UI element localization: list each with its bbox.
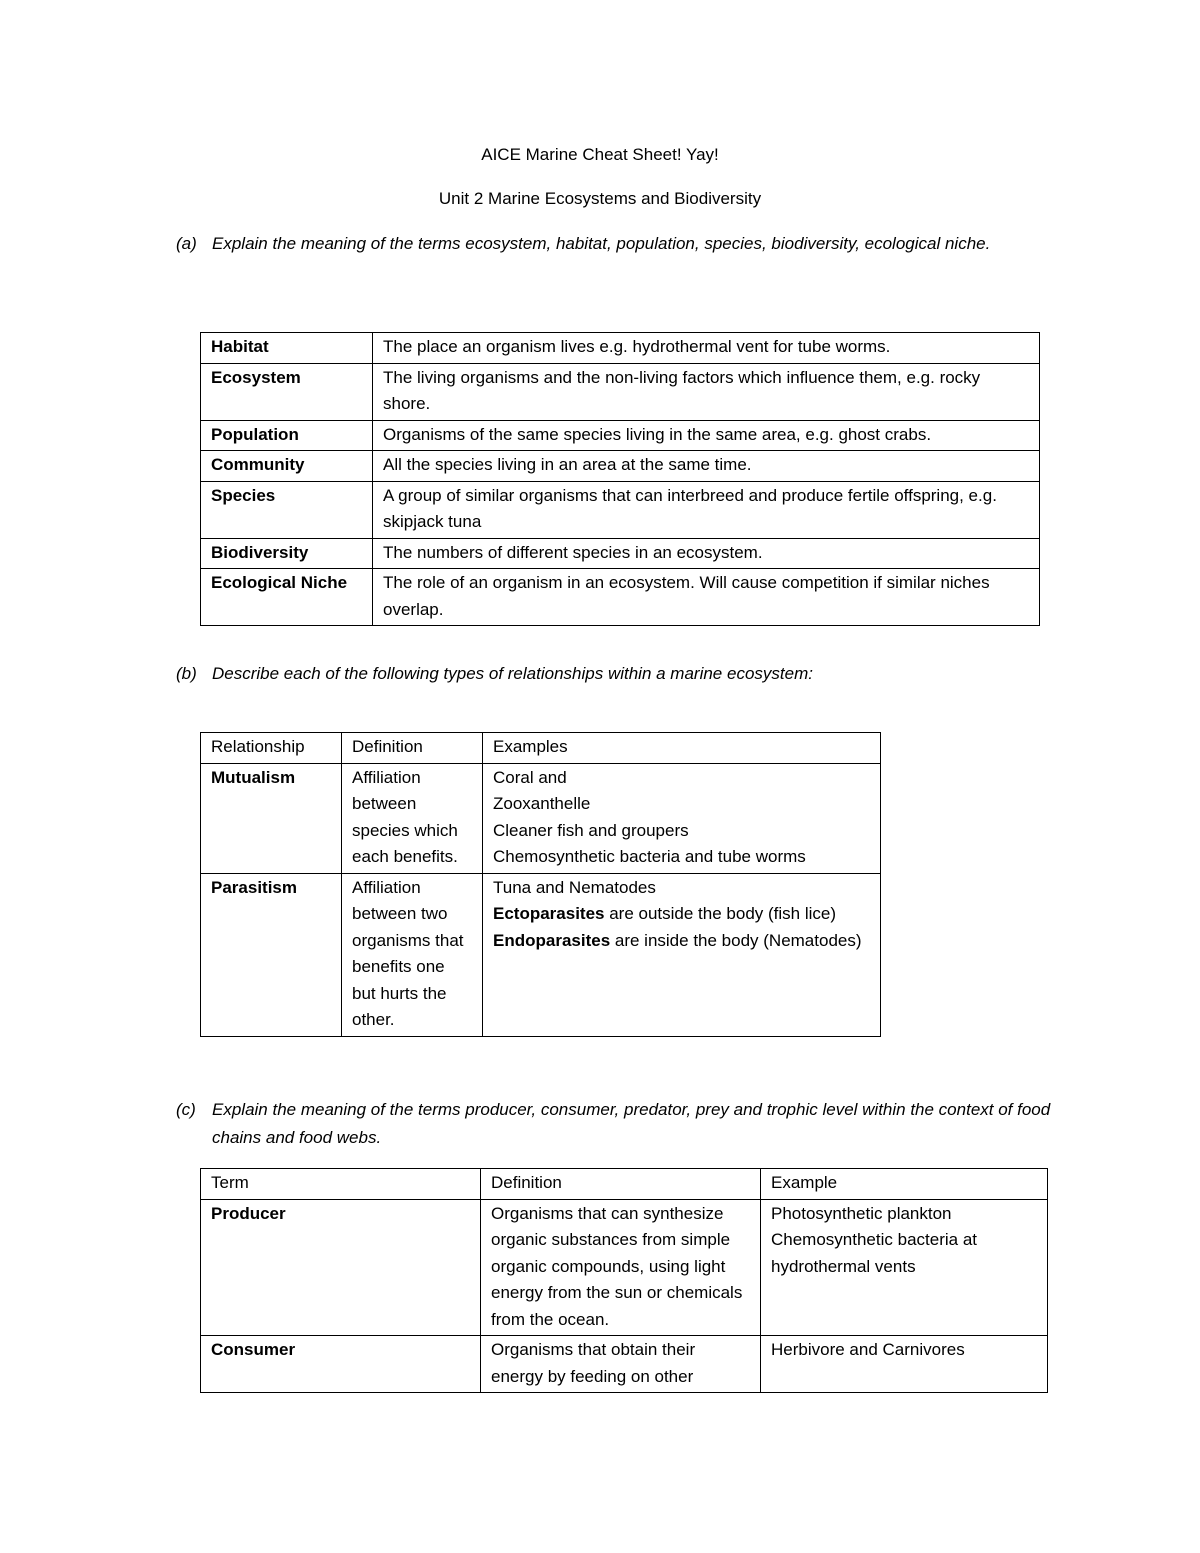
table-header-row [201, 733, 881, 764]
table-row [201, 451, 1040, 482]
definition-cell: Affiliation between species which each benefits. [342, 763, 483, 873]
endoparasites-text: are inside the body (Nematodes) [610, 930, 862, 950]
term-cell: Community [201, 451, 373, 482]
examples-cell [483, 873, 881, 1036]
definition-cell: Organisms that can synthesize organic substances from simple organic compounds, using light energy from the sun or chemicals from the ocean. [481, 1199, 761, 1336]
terms-table [200, 332, 1040, 626]
table-row [201, 763, 881, 873]
examples-cell [483, 763, 881, 873]
relationship-cell: Mutualism [201, 763, 342, 873]
example-line [493, 901, 870, 928]
table-row [201, 1199, 1048, 1336]
definition-cell: All the species living in an area at the same time. [373, 451, 1040, 482]
definition-cell: Organisms that obtain their energy by feeding on other [481, 1336, 761, 1393]
definition-cell: The place an organism lives e.g. hydrothermal vent for tube worms. [373, 333, 1040, 364]
table-row [201, 420, 1040, 451]
definition-cell: The living organisms and the non-living factors which influence them, e.g. rocky shore. [373, 363, 1040, 420]
table-row [201, 481, 1040, 538]
term-cell: Species [201, 481, 373, 538]
example-line: Chemosynthetic bacteria at hydrothermal vents [771, 1230, 977, 1276]
definition-cell: The role of an organism in an ecosystem. Will cause competition if similar niches overlap. [373, 569, 1040, 626]
section-a-prompt [176, 230, 1066, 258]
term-cell: Biodiversity [201, 538, 373, 569]
food-web-terms-table [200, 1168, 1048, 1393]
example-cell [761, 1199, 1048, 1336]
section-c-text: Explain the meaning of the terms producer, consumer, predator, prey and trophic level within the context of food chains and food webs. [212, 1100, 1051, 1147]
table-row [201, 1336, 1048, 1393]
table-row [201, 569, 1040, 626]
page-title: AICE Marine Cheat Sheet! Yay! [481, 145, 719, 164]
example-line: Photosynthetic plankton [771, 1203, 952, 1223]
table-row [201, 363, 1040, 420]
term-cell: Producer [201, 1199, 481, 1336]
section-a-text: Explain the meaning of the terms ecosystem, habitat, population, species, biodiversity, ecological niche. [212, 234, 991, 253]
table-row [201, 873, 881, 1036]
section-a-label: (a) [176, 234, 197, 253]
endoparasites-term: Endoparasites [493, 930, 611, 950]
definition-cell: A group of similar organisms that can interbreed and produce fertile offspring, e.g. skipjack tuna [373, 481, 1040, 538]
example-line: Chemosynthetic bacteria and tube worms [493, 847, 806, 866]
section-c-label: (c) [176, 1100, 196, 1119]
header-cell: Definition [481, 1169, 761, 1200]
section-b-text: Describe each of the following types of relationships within a marine ecosystem: [212, 664, 813, 683]
header-cell: Example [761, 1169, 1048, 1200]
example-line [493, 928, 870, 955]
example-line: Tuna and Nematodes [493, 877, 656, 897]
term-cell: Population [201, 420, 373, 451]
definition-cell: The numbers of different species in an ecosystem. [373, 538, 1040, 569]
relationship-cell: Parasitism [201, 873, 342, 1036]
section-b-label: (b) [176, 664, 197, 683]
relationships-table [200, 732, 881, 1037]
header-cell: Term [201, 1169, 481, 1200]
example-line: Coral and [493, 767, 567, 787]
term-cell: Habitat [201, 333, 373, 364]
ectoparasites-term: Ectoparasites [493, 904, 605, 923]
term-cell: Ecosystem [201, 363, 373, 420]
header-cell: Definition [342, 733, 483, 764]
term-cell: Consumer [201, 1336, 481, 1393]
page-subtitle: Unit 2 Marine Ecosystems and Biodiversity [438, 189, 762, 208]
table-row [201, 538, 1040, 569]
example-cell: Herbivore and Carnivores [761, 1336, 1048, 1393]
term-cell: Ecological Niche [201, 569, 373, 626]
section-b-prompt [176, 660, 1066, 688]
definition-cell: Organisms of the same species living in the same area, e.g. ghost crabs. [373, 420, 1040, 451]
table-header-row [201, 1169, 1048, 1200]
definition-cell: Affiliation between two organisms that benefits one but hurts the other. [342, 873, 483, 1036]
ectoparasites-text: are outside the body (fish lice) [604, 904, 837, 923]
header-cell: Relationship [201, 733, 342, 764]
table-row [201, 333, 1040, 364]
section-c-prompt [176, 1096, 1066, 1152]
example-line: Zooxanthelle [493, 794, 591, 813]
example-line: Cleaner fish and groupers [493, 820, 689, 840]
header-cell: Examples [483, 733, 881, 764]
